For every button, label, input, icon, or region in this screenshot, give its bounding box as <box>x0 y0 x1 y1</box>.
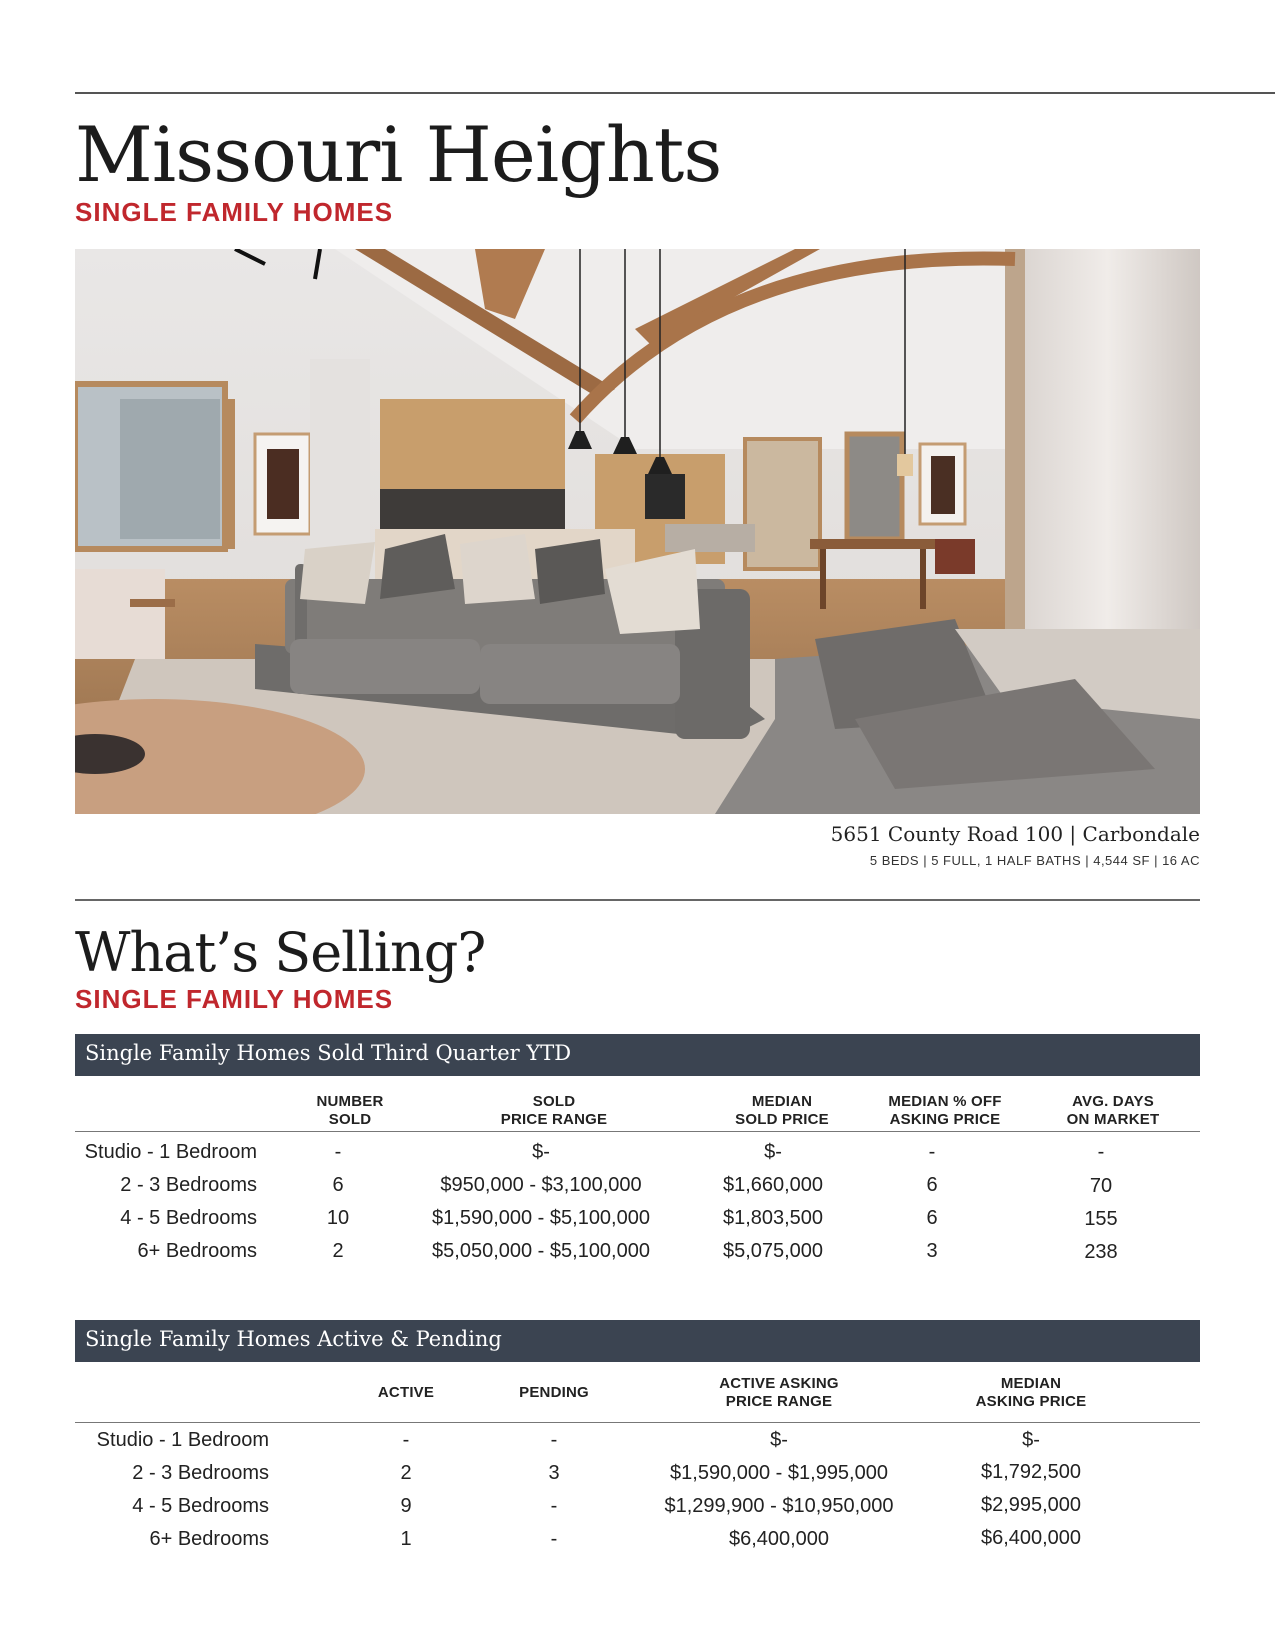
property-stats: 5 BEDS | 5 FULL, 1 HALF BATHS | 4,544 SF | 16 AC <box>869 853 1200 868</box>
sold-table-title: Single Family Homes Sold Third Quarter YTD <box>85 1041 572 1065</box>
active-col-header: ACTIVE ASKING PRICE RANGE <box>719 1375 839 1410</box>
table-cell: 2 <box>332 1240 344 1262</box>
table-cell: 70 <box>1089 1175 1113 1197</box>
table-cell: 6 <box>332 1174 344 1196</box>
table-cell: $- <box>1022 1429 1040 1451</box>
table-cell: $1,792,500 <box>980 1461 1082 1483</box>
table-cell: - <box>928 1141 936 1163</box>
active-table-title: Single Family Homes Active & Pending <box>85 1327 502 1351</box>
table-cell: $5,075,000 <box>722 1240 824 1262</box>
row-label: Studio - 1 Bedroom <box>96 1429 269 1451</box>
table-cell: 3 <box>548 1462 560 1484</box>
table-cell: - <box>550 1429 558 1451</box>
table-cell: $5,050,000 - $5,100,000 <box>432 1240 650 1262</box>
page-subtitle: SINGLE FAMILY HOMES <box>75 197 394 227</box>
section-rule <box>75 899 1200 901</box>
table-cell: 2 <box>400 1462 412 1484</box>
active-col-header: PENDING <box>519 1384 589 1401</box>
table-cell: 1 <box>400 1528 412 1550</box>
page-title: Missouri Heights <box>75 110 722 199</box>
sold-col-header: AVG. DAYS ON MARKET <box>1066 1093 1160 1128</box>
property-photo <box>75 249 1200 814</box>
row-label: 4 - 5 Bedrooms <box>132 1495 269 1517</box>
sold-col-header: MEDIAN % OFF ASKING PRICE <box>888 1093 1002 1128</box>
sold-col-header: NUMBER SOLD <box>316 1093 384 1128</box>
table-cell: 6 <box>926 1207 938 1229</box>
table-cell: $2,995,000 <box>980 1494 1082 1516</box>
sold-col-header: SOLD PRICE RANGE <box>500 1093 608 1128</box>
row-label: 2 - 3 Bedrooms <box>132 1462 269 1484</box>
sold-col-header: MEDIAN SOLD PRICE <box>735 1093 829 1128</box>
table-cell: $950,000 - $3,100,000 <box>440 1174 642 1196</box>
row-label: 6+ Bedrooms <box>149 1528 269 1550</box>
table-cell: $- <box>770 1429 788 1451</box>
table-cell: 155 <box>1084 1208 1118 1230</box>
active-header-rule <box>75 1422 1200 1423</box>
table-cell: $1,803,500 <box>722 1207 824 1229</box>
table-cell: - <box>550 1528 558 1550</box>
row-label: Studio - 1 Bedroom <box>84 1141 257 1163</box>
table-cell: - <box>334 1141 342 1163</box>
active-col-header: ACTIVE <box>377 1384 435 1401</box>
sold-table-header-bar <box>75 1034 1200 1076</box>
table-cell: 3 <box>926 1240 938 1262</box>
table-cell: $1,299,900 - $10,950,000 <box>664 1495 894 1517</box>
table-cell: 238 <box>1084 1241 1118 1263</box>
active-col-header: MEDIAN ASKING PRICE <box>975 1375 1087 1410</box>
table-cell: $- <box>532 1141 550 1163</box>
property-address: 5651 County Road 100 | Carbondale <box>830 822 1200 846</box>
top-rule <box>75 92 1275 94</box>
section-title: What’s Selling? <box>75 921 486 984</box>
row-label: 2 - 3 Bedrooms <box>120 1174 257 1196</box>
row-label: 6+ Bedrooms <box>137 1240 257 1262</box>
section-subtitle: SINGLE FAMILY HOMES <box>75 984 394 1014</box>
table-cell: $6,400,000 <box>980 1527 1082 1549</box>
table-cell: $- <box>764 1141 782 1163</box>
table-cell: $1,590,000 - $1,995,000 <box>670 1462 888 1484</box>
table-cell: - <box>402 1429 410 1451</box>
table-cell: 9 <box>400 1495 412 1517</box>
table-cell: 10 <box>326 1207 350 1229</box>
sold-header-rule <box>75 1131 1200 1132</box>
active-table-header-bar <box>75 1320 1200 1362</box>
table-cell: $1,590,000 - $5,100,000 <box>432 1207 650 1229</box>
table-cell: $1,660,000 <box>722 1174 824 1196</box>
table-cell: - <box>1097 1141 1105 1163</box>
table-cell: $6,400,000 <box>728 1528 830 1550</box>
table-cell: 6 <box>926 1174 938 1196</box>
row-label: 4 - 5 Bedrooms <box>120 1207 257 1229</box>
table-cell: - <box>550 1495 558 1517</box>
